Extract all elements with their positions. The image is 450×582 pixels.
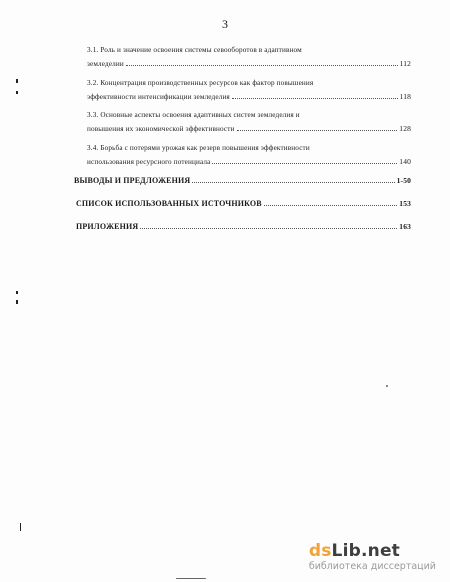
toc-entry-title: 3.1. Роль и значение освоения системы севооборотов в адаптивном <box>87 46 302 54</box>
toc-entry-title-cont: использования ресурсного потенциала <box>87 158 211 166</box>
toc-entry-appendices[interactable] <box>76 220 411 234</box>
dot-leader <box>237 129 398 131</box>
dot-leader <box>232 97 398 99</box>
scan-artifact <box>16 91 18 94</box>
table-of-contents <box>74 44 411 234</box>
scan-artifact <box>16 300 18 304</box>
toc-entry-title-cont: земледелии <box>87 60 124 68</box>
toc-page-number: 163 <box>399 222 411 231</box>
toc-page-number: 153 <box>399 199 411 208</box>
scan-artifact <box>386 385 388 387</box>
toc-entry-title: 3.4. Борьба с потерями урожая как резерв повышения эффективности <box>87 144 310 152</box>
dot-leader <box>264 204 398 206</box>
toc-entry-title-cont: повышения их экономической эффективности <box>87 125 235 133</box>
toc-entry-title: СПИСОК ИСПОЛЬЗОВАННЫХ ИСТОЧНИКОВ <box>76 199 262 208</box>
toc-entry-3-2[interactable] <box>87 77 411 104</box>
toc-entry-conclusions[interactable] <box>74 174 411 188</box>
toc-entry-title: 3.2. Концентрация производственных ресурсов как фактор повышения <box>87 79 314 87</box>
toc-entry-title: 3.3. Основные аспекты освоения адаптивных систем земледелия и <box>87 111 300 119</box>
toc-entry-3-3[interactable] <box>87 109 411 136</box>
toc-page-number: 118 <box>399 92 411 101</box>
dslib-subtitle: библиотека диссертаций <box>308 561 436 572</box>
dot-leader <box>212 162 397 164</box>
toc-page-number: 140 <box>399 157 411 166</box>
page-number: 3 <box>222 17 228 31</box>
toc-entry-title: ВЫВОДЫ И ПРЕДЛОЖЕНИЯ <box>74 176 191 185</box>
scan-artifact <box>16 79 18 83</box>
dslib-watermark[interactable] <box>309 542 436 572</box>
toc-page-number: 112 <box>399 59 411 68</box>
toc-page-number: 1-50 <box>396 176 411 185</box>
dot-leader <box>192 181 394 183</box>
scan-artifact <box>176 578 206 579</box>
dot-leader <box>140 227 397 229</box>
scan-artifact <box>20 523 21 531</box>
dslib-logo: dsLib.net <box>308 541 401 561</box>
toc-page-number: 128 <box>399 124 411 133</box>
scan-artifact <box>16 291 18 294</box>
toc-entry-3-4[interactable] <box>87 142 411 169</box>
toc-entry-title-cont: эффективности интенсификации земледелия <box>87 93 230 101</box>
dot-leader <box>126 64 398 66</box>
toc-entry-title: ПРИЛОЖЕНИЯ <box>76 222 139 231</box>
toc-entry-3-1[interactable] <box>87 44 411 71</box>
toc-entry-references[interactable] <box>76 197 411 211</box>
